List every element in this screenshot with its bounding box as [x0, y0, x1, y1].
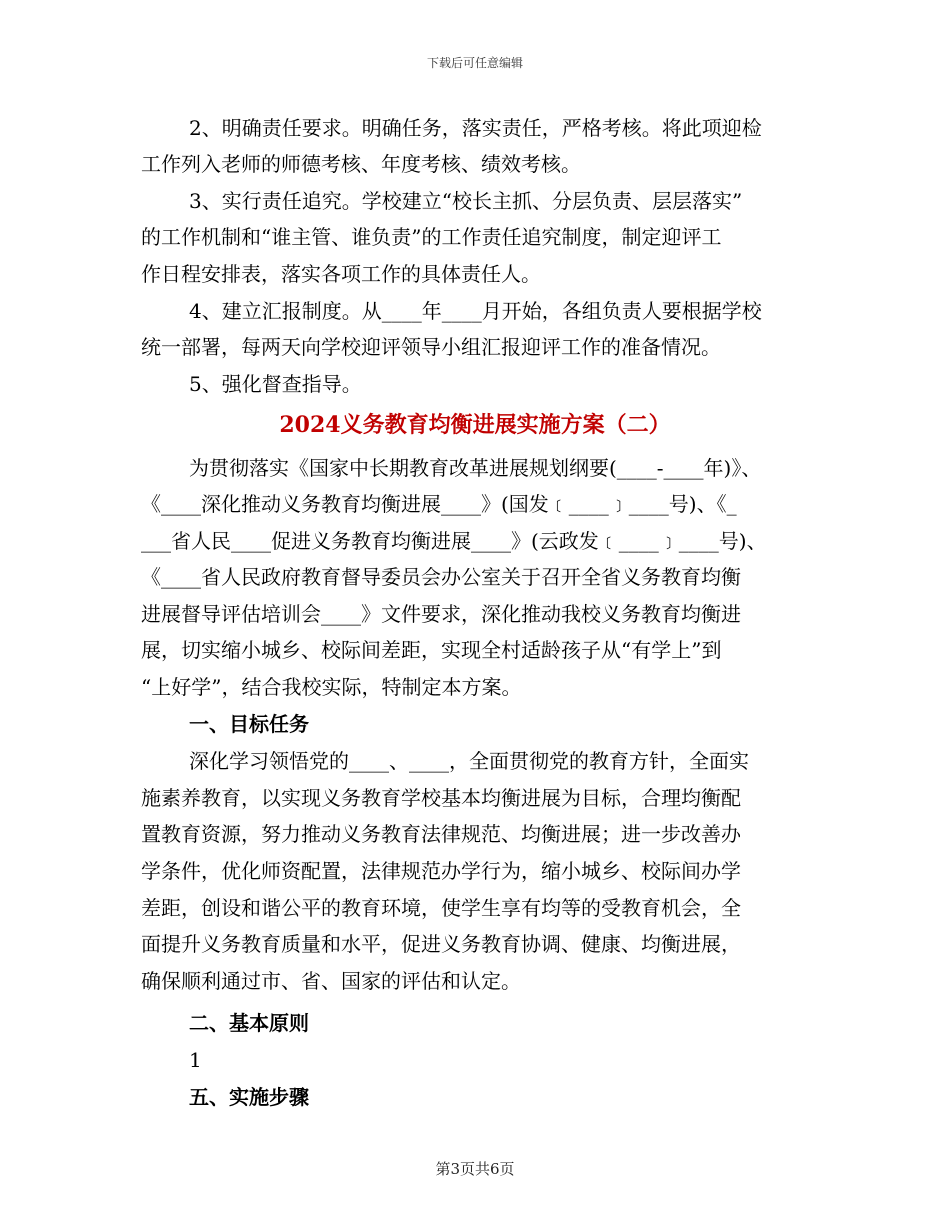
paragraph-line: 确保顺利通过市、省、国家的评估和认定。	[141, 969, 521, 993]
paragraph-line: 为贯彻落实《国家中长期教育改革进展规划纲要(____-____年)》、	[189, 456, 762, 480]
paragraph-line: 差距，创设和谐公平的教育环境，使学生享有均等的受教育机会，全	[141, 896, 741, 920]
paragraph-line: 《____深化推动义务教育均衡进展____》(国发﹝____﹞____号)、《_	[141, 492, 737, 516]
paragraph-line: 作日程安排表，落实各项工作的具体责任人。	[141, 262, 541, 286]
section-title: 2024义务教育均衡进展实施方案（二）	[279, 412, 671, 438]
paragraph-line: 2、明确责任要求。明确任务，落实责任，严格考核。将此项迎检	[189, 116, 762, 140]
paragraph-line: 展，切实缩小城乡、校际间差距，实现全村适龄孩子从“有学上”到	[141, 638, 722, 662]
paragraph-line: 1	[189, 1048, 202, 1072]
paragraph-line: 施素养教育，以实现义务教育学校基本均衡进展为目标，合理均衡配	[141, 786, 741, 810]
paragraph-line: 面提升义务教育质量和水平，促进义务教育协调、健康、均衡进展，	[141, 932, 741, 956]
paragraph-line: 4、建立汇报制度。从____年____月开始，各组负责人要根据学校	[189, 299, 762, 323]
header-note: 下载后可任意编辑	[426, 56, 523, 70]
paragraph-line: 深化学习领悟党的____、____，全面贯彻党的教育方针，全面实	[189, 749, 749, 773]
page-number: 第3页共6页	[435, 1160, 515, 1178]
paragraph-line: 的工作机制和“谁主管、谁负责”的工作责任追究制度，制定迎评工	[141, 225, 722, 249]
heading-steps: 五、实施步骤	[189, 1085, 309, 1109]
heading-principles: 二、基本原则	[189, 1011, 309, 1035]
paragraph-line: 5、强化督查指导。	[189, 372, 362, 396]
paragraph-line: 3、实行责任追究。学校建立“校长主抓、分层负责、层层落实”	[189, 189, 743, 213]
heading-goals: 一、目标任务	[189, 712, 309, 736]
paragraph-line: “上好学”，结合我校实际，特制定本方案。	[141, 675, 522, 699]
paragraph-line: 学条件，优化师资配置，法律规范办学行为，缩小城乡、校际间办学	[141, 859, 741, 883]
paragraph-line: ___省人民____促进义务教育均衡进展____》(云政发﹝____﹞____号)、	[141, 529, 767, 553]
paragraph-line: 《____省人民政府教育督导委员会办公室关于召开全省义务教育均衡	[141, 565, 741, 589]
paragraph-line: 置教育资源，努力推动义务教育法律规范、均衡进展；进一步改善办	[141, 822, 741, 846]
paragraph-line: 进展督导评估培训会____》文件要求，深化推动我校义务教育均衡进	[141, 602, 741, 626]
paragraph-line: 工作列入老师的师德考核、年度考核、绩效考核。	[141, 152, 581, 176]
paragraph-line: 统一部署，每两天向学校迎评领导小组汇报迎评工作的准备情况。	[141, 335, 721, 359]
